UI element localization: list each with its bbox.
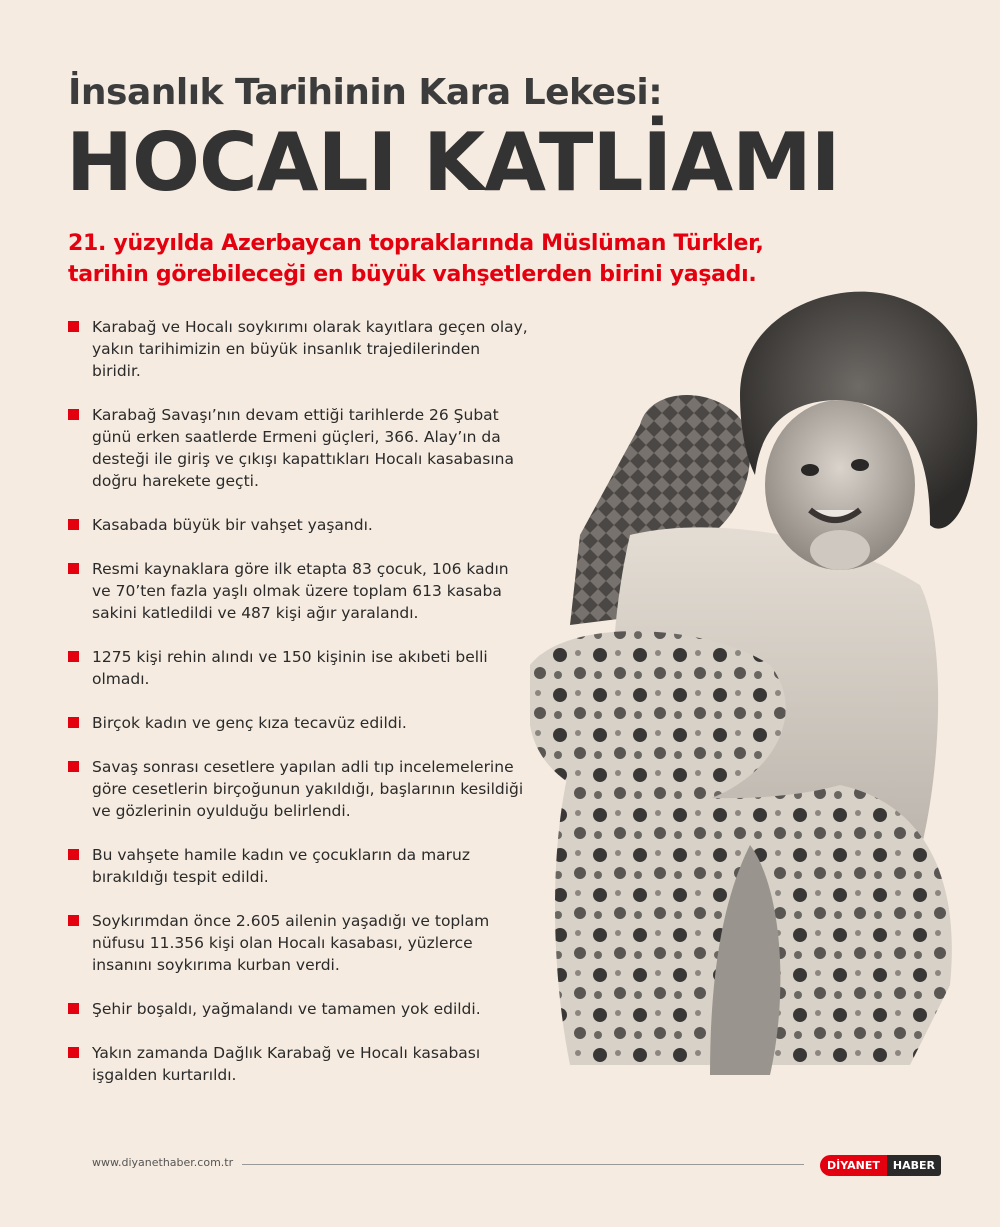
- bullet-icon: [68, 563, 79, 574]
- subtitle: 21. yüzyılda Azerbaycan topraklarında Müslüman Türkler, tarihin görebileceği en büyük vahşetlerden birini yaşadı.: [68, 231, 764, 287]
- brand-logo: [820, 1154, 941, 1176]
- bullet-icon: [68, 915, 79, 926]
- list-item: [68, 844, 528, 888]
- list-item-text: Resmi kaynaklara göre ilk etapta 83 çocuk, 106 kadın ve 70’ten fazla yaşlı olmak üzere toplam 613 kasaba sakini katledildi ve 487 kişi ağır yaralandı.: [92, 560, 509, 622]
- list-item: [68, 910, 528, 976]
- page-title: HOCALI KATLİAMI: [66, 116, 840, 209]
- list-item: [68, 712, 528, 734]
- list-item-text: Karabağ ve Hocalı soykırımı olarak kayıtlara geçen olay, yakın tarihimizin en büyük insanlık trajedilerinden biridir.: [92, 318, 528, 380]
- list-item: [68, 646, 528, 690]
- bullet-icon: [68, 849, 79, 860]
- list-item-text: Yakın zamanda Dağlık Karabağ ve Hocalı kasabası işgalden kurtarıldı.: [92, 1044, 481, 1084]
- bullet-icon: [68, 651, 79, 662]
- list-item: [68, 1042, 528, 1086]
- bullet-icon: [68, 519, 79, 530]
- bullet-icon: [68, 1003, 79, 1014]
- bullet-icon: [68, 1047, 79, 1058]
- list-item-text: Kasabada büyük bir vahşet yaşandı.: [92, 516, 373, 534]
- hero-photo: [510, 285, 980, 1085]
- bullet-icon: [68, 761, 79, 772]
- bullet-icon: [68, 409, 79, 420]
- title-small: İnsanlık Tarihinin Kara Lekesi:: [68, 72, 663, 113]
- list-item-text: Birçok kadın ve genç kıza tecavüz edildi.: [92, 714, 407, 732]
- list-item-text: Karabağ Savaşı’nın devam ettiği tarihlerde 26 Şubat günü erken saatlerde Ermeni güçleri, 366. Alay’ın da desteği ile giriş ve çıkışı kapattıkları Hocalı kasabasına doğru harekete geçti.: [92, 406, 514, 490]
- list-item: [68, 756, 528, 822]
- bullet-icon: [68, 321, 79, 332]
- footer-divider: [242, 1164, 804, 1165]
- list-item: [68, 404, 528, 492]
- bullet-icon: [68, 717, 79, 728]
- footer-url[interactable]: www.diyanethaber.com.tr: [92, 1156, 234, 1169]
- logo-part-1: DİYANET: [820, 1155, 887, 1176]
- list-item-text: 1275 kişi rehin alındı ve 150 kişinin ise akıbeti belli olmadı.: [92, 648, 488, 688]
- list-item: [68, 316, 528, 382]
- list-item-text: Soykırımdan önce 2.605 ailenin yaşadığı ve toplam nüfusu 11.356 kişi olan Hocalı kasabası, yüzlerce insanını soykırıma kurban verdi.: [92, 912, 490, 974]
- logo-part-2: HABER: [887, 1155, 941, 1176]
- list-item-text: Savaş sonrası cesetlere yapılan adli tıp incelemelerine göre cesetlerin birçoğunun yakıldığı, başlarının kesildiği ve gözlerinin oyulduğu belirlendi.: [92, 758, 524, 820]
- bullet-list: [68, 316, 528, 1086]
- list-item-text: Şehir boşaldı, yağmalandı ve tamamen yok edildi.: [92, 1000, 481, 1018]
- list-item: [68, 558, 528, 624]
- list-item: [68, 998, 528, 1020]
- list-item: [68, 514, 528, 536]
- list-item-text: Bu vahşete hamile kadın ve çocukların da maruz bırakıldığı tespit edildi.: [92, 846, 471, 886]
